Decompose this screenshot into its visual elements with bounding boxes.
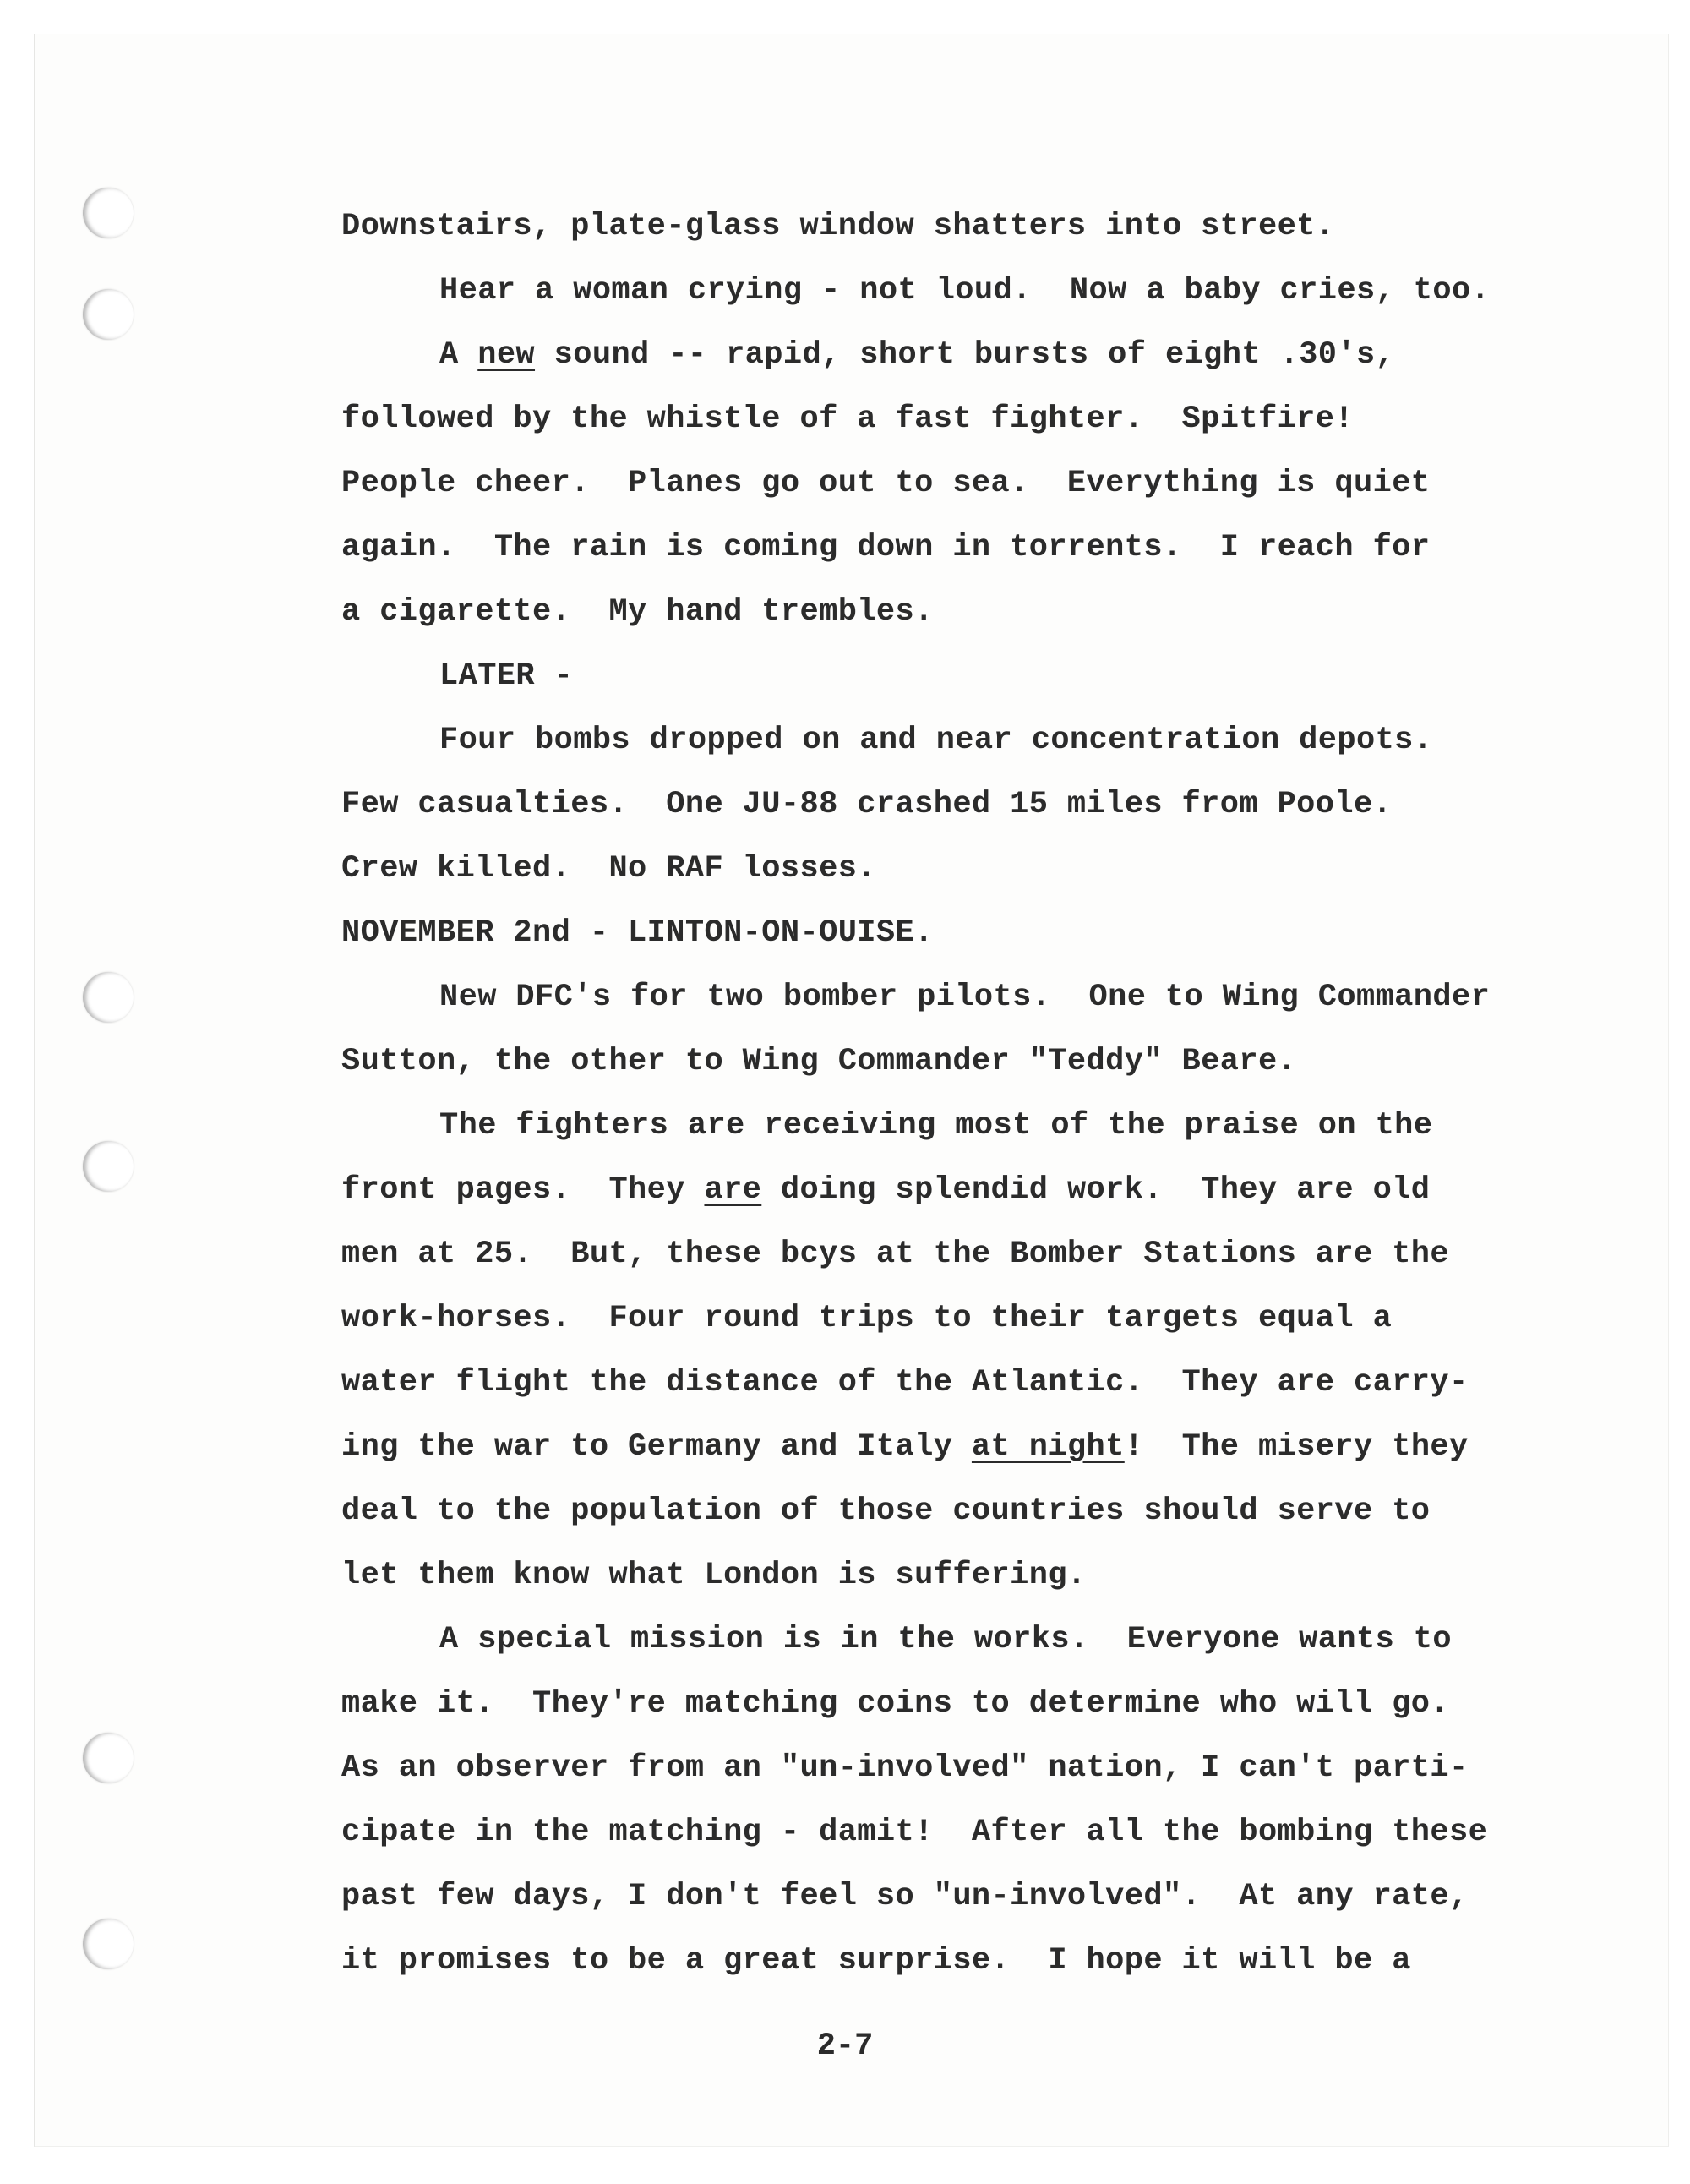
text-line: Crew killed. No RAF losses. [341,851,876,887]
underlined-phrase: at night [971,1429,1125,1465]
line-segment: sound -- rapid, short bursts of eight .30's, [535,337,1395,373]
text-line: work-horses. Four round trips to their targets equal a [341,1301,1393,1336]
text-line: As an observer from an "un-involved" nation, I can't parti- [341,1750,1469,1786]
binder-hole [83,972,134,1023]
text-line: cipate in the matching - damit! After all the bombing these [341,1815,1488,1850]
binder-hole [83,1919,134,1969]
text-line: water flight the distance of the Atlantic. They are carry- [341,1365,1469,1400]
text-line: again. The rain is coming down in torrents. I reach for [341,530,1431,565]
text-line: men at 25. But, these bcys at the Bomber Stations are the [341,1237,1450,1272]
text-line [341,1158,1541,1222]
underlined-word: are [704,1172,762,1208]
text-line [341,1415,1541,1479]
text-line: People cheer. Planes go out to sea. Everything is quiet [341,466,1431,501]
line-segment: ! The misery they [1124,1429,1469,1465]
binder-hole [83,1733,134,1783]
text-line: a cigarette. My hand trembles. [341,594,934,630]
text-line: A special mission is in the works. Everyone wants to [439,1622,1452,1657]
underlined-word: new [477,337,536,373]
text-line: Few casualties. One JU-88 crashed 15 miles from Poole. [341,787,1393,822]
section-heading: LATER - [439,658,574,694]
text-line: Hear a woman crying - not loud. Now a baby cries, too. [439,273,1491,308]
line-segment: front pages. They [341,1172,705,1208]
line-segment: ing the war to Germany and Italy [341,1429,972,1465]
page-number: 2-7 [816,2028,874,2064]
text-line: Sutton, the other to Wing Commander "Teddy" Beare. [341,1044,1297,1079]
binder-hole [83,1141,134,1192]
text-line: deal to the population of those countries should serve to [341,1493,1431,1529]
binder-hole [83,188,134,238]
text-line: Downstairs, plate-glass window shatters into street. [341,209,1335,244]
date-heading: NOVEMBER 2nd - LINTON-ON-OUISE. [341,915,934,951]
text-line: let them know what London is suffering. [341,1558,1087,1593]
typewritten-body [341,194,1541,1993]
line-segment: doing splendid work. They are old [761,1172,1431,1208]
text-line: New DFC's for two bomber pilots. One to Wing Commander [439,980,1491,1015]
text-line: past few days, I don't feel so "un-involved". At any rate, [341,1879,1469,1914]
text-line: followed by the whistle of a fast fighter. Spitfire! [341,401,1354,437]
text-line [341,323,1541,387]
binder-hole [83,289,134,340]
text-line: The fighters are receiving most of the praise on the [439,1108,1433,1144]
text-line: make it. They're matching coins to determine who will go. [341,1686,1450,1722]
text-line: Four bombs dropped on and near concentration depots. [439,723,1433,758]
text-line: it promises to be a great surprise. I hope it will be a [341,1943,1411,1979]
line-segment: A [439,337,478,373]
